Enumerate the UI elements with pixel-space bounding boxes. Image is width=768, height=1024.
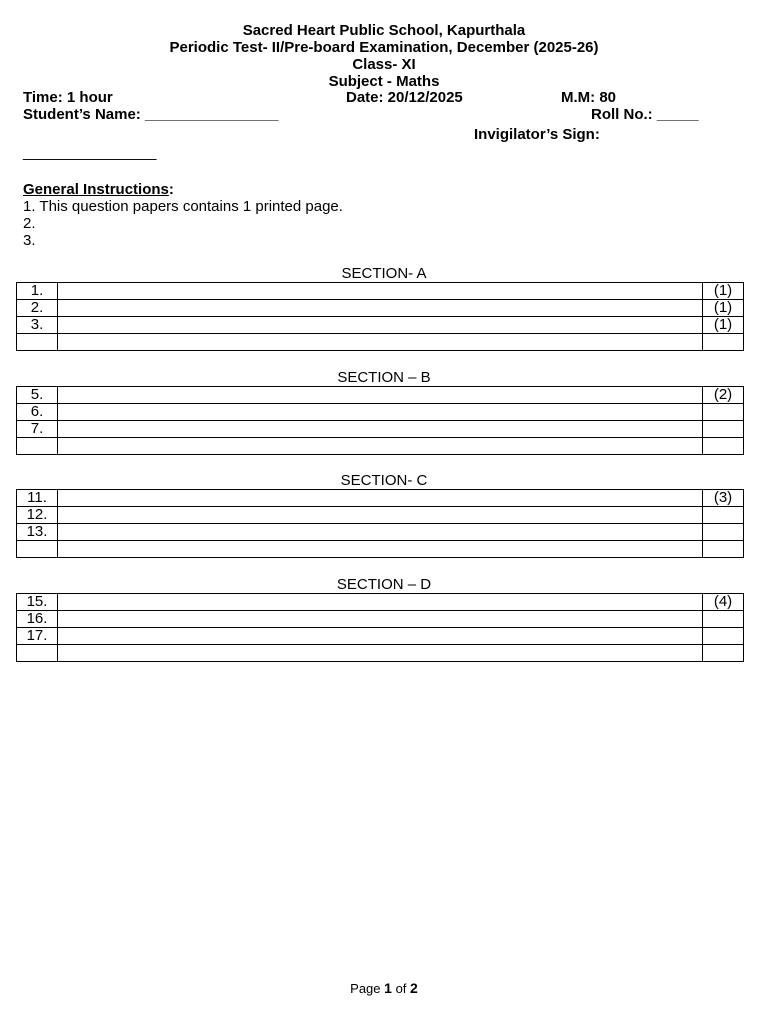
table-row <box>17 300 744 317</box>
section-a-table <box>16 282 744 351</box>
question-cell <box>58 283 703 300</box>
question-marks: (1) <box>703 300 744 317</box>
table-row <box>17 507 744 524</box>
invigilator-sign-label: Invigilator’s Sign: <box>474 126 600 143</box>
table-row <box>17 611 744 628</box>
question-marks <box>703 404 744 421</box>
student-name-field: Student’s Name: ________________ <box>23 106 279 123</box>
section-d-title: SECTION – D <box>336 576 432 593</box>
question-number: 17. <box>17 628 58 645</box>
of-word: of <box>395 981 407 996</box>
question-cell <box>58 300 703 317</box>
question-cell <box>58 438 703 455</box>
school-name: Sacred Heart Public School, Kapurthala <box>242 22 526 39</box>
section-c-table <box>16 489 744 558</box>
question-marks <box>703 628 744 645</box>
question-number <box>17 541 58 558</box>
table-row <box>17 387 744 404</box>
question-marks <box>703 334 744 351</box>
max-marks-label: M.M: 80 <box>561 89 617 106</box>
table-row <box>17 438 744 455</box>
question-cell <box>58 611 703 628</box>
question-marks <box>703 541 744 558</box>
question-cell <box>58 594 703 611</box>
table-row <box>17 524 744 541</box>
question-number <box>17 334 58 351</box>
question-marks <box>703 611 744 628</box>
question-number: 6. <box>17 404 58 421</box>
question-cell <box>58 404 703 421</box>
question-number: 15. <box>17 594 58 611</box>
section-b-table <box>16 386 744 455</box>
table-row <box>17 404 744 421</box>
question-marks <box>703 524 744 541</box>
question-marks <box>703 421 744 438</box>
question-cell <box>58 490 703 507</box>
table-row <box>17 283 744 300</box>
question-cell <box>58 317 703 334</box>
page-footer <box>0 980 768 997</box>
table-row <box>17 490 744 507</box>
table-row <box>17 628 744 645</box>
page-word: Page <box>350 981 381 996</box>
page-current: 1 <box>384 980 392 996</box>
instruction-item: 3. <box>23 232 36 249</box>
question-number: 2. <box>17 300 58 317</box>
question-marks: (2) <box>703 387 744 404</box>
question-cell <box>58 507 703 524</box>
question-cell <box>58 421 703 438</box>
class-label: Class- XI <box>352 56 416 73</box>
question-number: 1. <box>17 283 58 300</box>
section-a-title: SECTION- A <box>341 265 427 282</box>
question-marks <box>703 507 744 524</box>
table-row <box>17 334 744 351</box>
question-cell <box>58 628 703 645</box>
question-number: 16. <box>17 611 58 628</box>
question-number: 3. <box>17 317 58 334</box>
time-label: Time: 1 hour <box>23 89 113 106</box>
question-marks <box>703 645 744 662</box>
section-c-title: SECTION- C <box>340 472 428 489</box>
question-cell <box>58 334 703 351</box>
question-marks <box>703 438 744 455</box>
question-marks: (3) <box>703 490 744 507</box>
roll-no-field: Roll No.: _____ <box>591 106 699 123</box>
question-number: 13. <box>17 524 58 541</box>
question-marks: (1) <box>703 317 744 334</box>
subject-label: Subject - Maths <box>328 73 440 90</box>
table-row <box>17 317 744 334</box>
question-cell <box>58 541 703 558</box>
question-number: 12. <box>17 507 58 524</box>
instructions-heading-colon: : <box>168 181 174 198</box>
invigilator-sign-line: ________________ <box>23 144 157 161</box>
question-number <box>17 645 58 662</box>
question-marks: (1) <box>703 283 744 300</box>
question-number: 5. <box>17 387 58 404</box>
question-marks: (4) <box>703 594 744 611</box>
section-b-title: SECTION – B <box>337 369 431 386</box>
table-row <box>17 594 744 611</box>
section-d-table <box>16 593 744 662</box>
question-number: 11. <box>17 490 58 507</box>
table-row <box>17 541 744 558</box>
table-row <box>17 421 744 438</box>
date-label: Date: 20/12/2025 <box>346 89 463 106</box>
question-number <box>17 438 58 455</box>
question-cell <box>58 387 703 404</box>
question-cell <box>58 645 703 662</box>
page-total: 2 <box>410 980 418 996</box>
instruction-item: 1. This question papers contains 1 printed page. <box>23 198 343 215</box>
question-cell <box>58 524 703 541</box>
instructions-heading <box>23 181 174 198</box>
instructions-heading-text: General Instructions <box>23 181 169 198</box>
exam-title: Periodic Test- II/Pre-board Examination, December (2025-26) <box>169 39 599 56</box>
question-number: 7. <box>17 421 58 438</box>
table-row <box>17 645 744 662</box>
instruction-item: 2. <box>23 215 36 232</box>
